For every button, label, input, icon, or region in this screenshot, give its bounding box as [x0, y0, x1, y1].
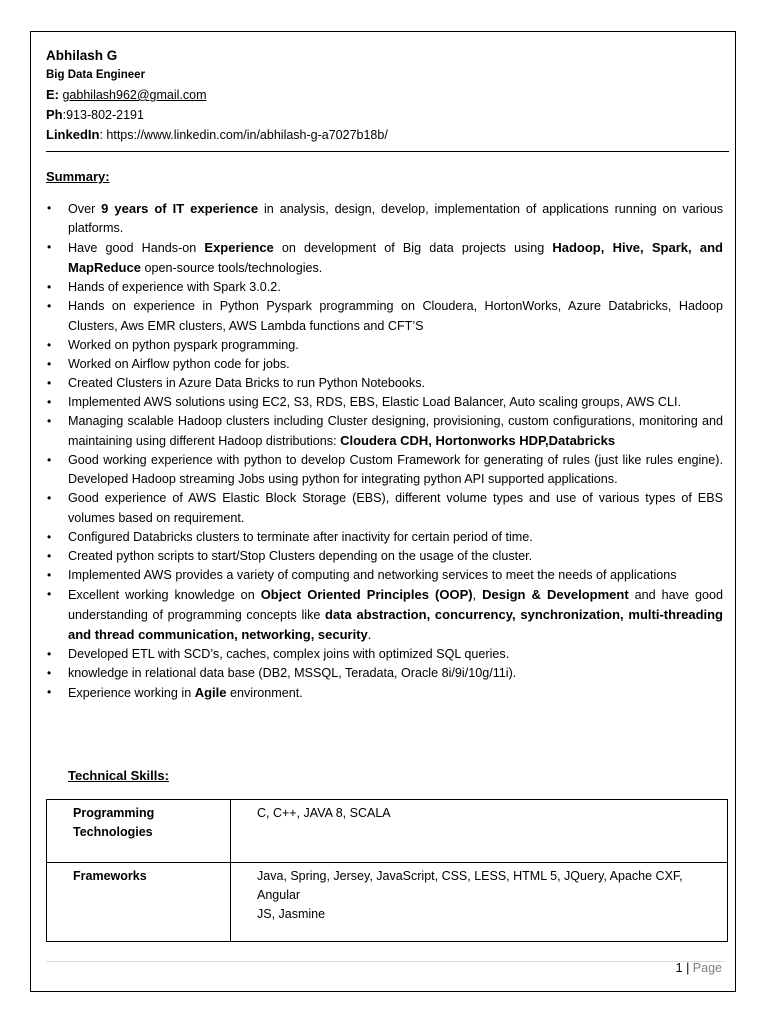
bullet-dot-icon: •	[47, 356, 52, 371]
summary-text: Developed ETL with SCD’s, caches, complex joins with optimized SQL queries.	[68, 647, 510, 662]
bullet-dot-icon: •	[47, 647, 52, 662]
bullet-dot-icon: •	[47, 201, 52, 215]
summary-text: .	[367, 628, 372, 643]
email-label: E:	[46, 87, 59, 102]
summary-bullet	[46, 355, 723, 374]
candidate-name: Abhilash G	[46, 48, 118, 63]
page-label: Page	[692, 961, 722, 975]
summary-text: on development of Big data projects using	[273, 241, 553, 256]
page-footer	[676, 961, 722, 975]
summary-bullet	[46, 489, 723, 527]
bullet-dot-icon: •	[47, 240, 52, 255]
summary-bullet	[46, 566, 723, 585]
linkedin-url[interactable]: : https://www.linkedin.com/in/abhilash-g-a7027b18b/	[99, 128, 388, 142]
footer-divider	[46, 961, 724, 962]
summary-heading: Summary:	[46, 169, 110, 184]
summary-bullet	[46, 664, 723, 683]
frameworks-line-1: Java, Spring, Jersey, JavaScript, CSS, LESS, HTML 5, JQuery, Apache CXF, Angular	[257, 869, 683, 902]
summary-bullet	[46, 199, 723, 238]
summary-text: Worked on python pyspark programming.	[68, 337, 299, 352]
summary-text: Good working experience with python to develop Custom Framework for generating of rules (just like rules engine). Developed Hadoop streaming Jobs using python for integrating python API supported applications.	[68, 453, 723, 487]
technical-skills-table	[46, 799, 728, 942]
summary-text: and have good understanding of programming concepts like	[68, 587, 724, 622]
bullet-dot-icon: •	[47, 666, 52, 681]
bullet-dot-icon: •	[47, 453, 52, 468]
summary-text: knowledge in relational data base (DB2, MSSQL, Teradata, Oracle 8i/9i/10g/11i).	[68, 666, 517, 681]
summary-bold-text: Cloudera CDH, Hortonworks HDP,Databricks	[340, 433, 616, 449]
summary-text: Over	[68, 202, 102, 216]
summary-text: Created python scripts to start/Stop Clusters depending on the usage of the cluster.	[68, 548, 533, 563]
bullet-dot-icon: •	[47, 567, 52, 582]
bullet-dot-icon: •	[47, 337, 52, 352]
summary-bullet	[46, 547, 723, 566]
summary-text: Hands on experience in Python Pyspark programming on Cloudera, HortonWorks, Azure Databricks, Hadoop Clusters, Aws EMR clusters, AWS Lambda functions and CFT’S	[68, 299, 723, 333]
summary-bold-text: 9 years of IT experience	[101, 201, 259, 216]
bullet-dot-icon: •	[47, 299, 52, 314]
phone-label: Ph	[46, 107, 63, 122]
summary-text: Have good Hands-on	[68, 241, 205, 256]
phone-line	[46, 105, 730, 125]
linkedin-line	[46, 125, 730, 145]
summary-bullet	[46, 238, 723, 278]
summary-text: open-source tools/technologies.	[140, 261, 323, 276]
summary-text: Configured Databricks clusters to terminate after inactivity for certain period of time.	[68, 529, 533, 544]
contact-header	[46, 46, 730, 145]
skills-row	[47, 800, 728, 863]
summary-bold-text: Object Oriented Principles (OOP)	[260, 586, 473, 602]
skills-row	[47, 863, 728, 942]
summary-bullet	[46, 683, 723, 703]
summary-bold-text: Agile	[194, 685, 227, 701]
technical-skills-heading: Technical Skills:	[68, 768, 169, 783]
summary-bold-text: Experience	[204, 240, 274, 256]
bullet-dot-icon: •	[47, 548, 52, 563]
bullet-dot-icon: •	[47, 586, 52, 601]
bullet-dot-icon: •	[47, 685, 52, 700]
bullet-dot-icon: •	[47, 375, 52, 390]
summary-bullet	[46, 336, 723, 355]
summary-list	[46, 199, 723, 703]
summary-bullet	[46, 412, 723, 451]
summary-text: Created Clusters in Azure Data Bricks to run Python Notebooks.	[68, 375, 425, 390]
summary-text: environment.	[226, 686, 303, 701]
summary-bullet	[46, 374, 723, 393]
summary-bullet	[46, 393, 723, 412]
summary-text: Excellent working knowledge on	[68, 587, 261, 602]
resume-page	[30, 31, 736, 992]
summary-bullet	[46, 297, 723, 335]
candidate-role: Big Data Engineer	[46, 69, 146, 81]
summary-text: Implemented AWS solutions using EC2, S3, RDS, EBS, Elastic Load Balancer, Auto scaling groups, AWS CLI.	[68, 394, 681, 409]
summary-bullet	[46, 528, 723, 547]
bullet-dot-icon: •	[47, 280, 52, 295]
email-line	[46, 85, 730, 105]
header-divider	[46, 151, 729, 152]
summary-text: in analysis, design, develop, implementation of applications running on various platforms.	[68, 202, 723, 236]
phone-number: :913-802-2191	[62, 108, 144, 122]
summary-text: Good experience of AWS Elastic Block Storage (EBS), different volume types and use of various types of EBS volumes based on requirement.	[68, 491, 723, 525]
summary-text: Worked on Airflow python code for jobs.	[68, 356, 290, 371]
summary-text: Experience working in	[68, 686, 195, 701]
summary-text: Implemented AWS provides a variety of computing and networking services to meet the needs of applications	[68, 567, 677, 582]
bullet-dot-icon: •	[47, 414, 52, 429]
skills-label-programming: Programming Technologies	[47, 800, 231, 863]
bullet-dot-icon: •	[47, 394, 52, 409]
bullet-dot-icon: •	[47, 491, 52, 506]
summary-bullet	[46, 451, 723, 489]
summary-bullet	[46, 278, 723, 297]
skills-value-frameworks	[231, 863, 728, 942]
frameworks-line-2: JS, Jasmine	[257, 907, 326, 921]
bullet-dot-icon: •	[47, 529, 52, 544]
skills-value-programming: C, C++, JAVA 8, SCALA	[231, 800, 728, 863]
summary-bold-text: Hadoop, Hive, Spark, and MapReduce	[68, 240, 723, 276]
summary-text: Managing scalable Hadoop clusters including Cluster designing, provisioning, custom configurations, monitoring and maintaining using different Hadoop distributions:	[68, 414, 723, 449]
summary-bullet	[46, 585, 723, 645]
page-separator: |	[682, 961, 693, 975]
email-link[interactable]: gabhilash962@gmail.com	[62, 88, 207, 102]
skills-label-frameworks: Frameworks	[47, 863, 231, 942]
summary-text: ,	[472, 587, 483, 602]
summary-text: Hands of experience with Spark 3.0.2.	[68, 280, 281, 295]
linkedin-label: LinkedIn	[46, 127, 100, 142]
page-number: 1	[675, 961, 683, 975]
summary-bullet	[46, 645, 723, 664]
summary-bold-text: data abstraction, concurrency, synchronization, multi-threading and thread communication, networking, security	[68, 606, 723, 643]
summary-bold-text: Design & Development	[482, 586, 629, 602]
